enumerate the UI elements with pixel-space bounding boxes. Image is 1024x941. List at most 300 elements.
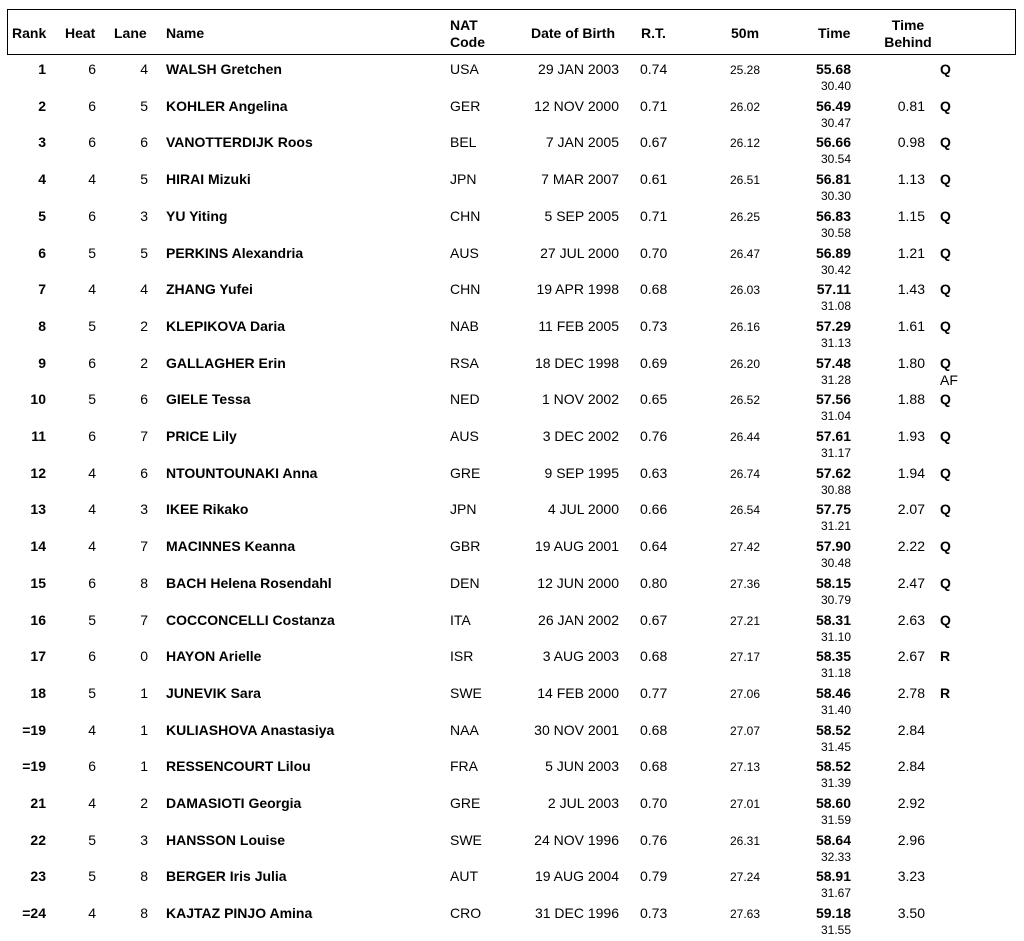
table-row <box>0 832 1024 868</box>
cell-heat: 4 <box>88 721 96 738</box>
cell-behind: 1.13 <box>897 171 925 188</box>
results-header <box>7 9 1016 55</box>
cell-nat: JPN <box>450 171 477 188</box>
cell-behind: 1.88 <box>897 391 925 408</box>
cell-time: 57.11 <box>816 281 851 298</box>
cell-nat: RSA <box>450 354 479 371</box>
cell-time: 58.52 <box>815 758 851 775</box>
cell-split2: 30.47 <box>820 115 851 130</box>
cell-time: 57.61 <box>815 428 851 444</box>
cell-nat: CRO <box>450 905 482 922</box>
cell-nat: GBR <box>450 538 481 555</box>
cell-behind: 1.94 <box>897 464 925 481</box>
cell-split50: 27.13 <box>729 760 760 775</box>
cell-behind: 2.07 <box>897 501 925 518</box>
cell-rank: 23 <box>30 868 46 885</box>
cell-lane: 8 <box>140 574 148 591</box>
cell-split50: 26.02 <box>729 99 760 114</box>
cell-split2: 31.04 <box>820 409 851 424</box>
header-rt: R.T. <box>641 25 666 41</box>
cell-lane: 6 <box>140 391 148 408</box>
cell-heat: 5 <box>88 868 96 885</box>
cell-split2: 30.54 <box>820 152 851 167</box>
cell-rank: 6 <box>38 244 46 261</box>
cell-rt: 0.69 <box>640 354 668 371</box>
cell-rank: 21 <box>30 795 46 811</box>
cell-behind: 2.67 <box>897 648 925 665</box>
cell-name: KAJTAZ PINJO Amina <box>166 905 313 922</box>
cell-name: PERKINS Alexandria <box>166 244 304 261</box>
cell-rt: 0.68 <box>640 721 668 738</box>
cell-heat: 5 <box>88 684 96 701</box>
cell-name: PRICE Lily <box>166 428 237 444</box>
cell-lane: 4 <box>140 61 148 77</box>
header-nat-line2: Code <box>450 34 485 50</box>
cell-time: 56.81 <box>815 171 851 188</box>
cell-dob: 19 AUG 2001 <box>534 538 619 555</box>
cell-rt: 0.61 <box>640 171 668 188</box>
cell-time: 56.49 <box>815 97 851 114</box>
cell-nat: AUS <box>450 244 479 261</box>
cell-heat: 6 <box>88 648 96 665</box>
cell-nat: NED <box>450 391 480 408</box>
cell-split50: 26.31 <box>729 833 760 848</box>
cell-time: 57.48 <box>815 354 851 371</box>
cell-time: 58.52 <box>815 721 851 738</box>
cell-q: Q <box>940 207 951 224</box>
cell-rt: 0.68 <box>640 758 668 775</box>
cell-lane: 3 <box>140 501 148 518</box>
cell-dob: 11 FEB 2005 <box>538 317 619 334</box>
cell-q: Q <box>940 61 951 77</box>
cell-rt: 0.67 <box>640 611 668 628</box>
cell-rank: 3 <box>38 134 46 151</box>
cell-time: 57.56 <box>815 391 851 408</box>
cell-rank: =24 <box>22 905 46 922</box>
header-behind-line2: Behind <box>884 34 932 50</box>
cell-rt: 0.71 <box>640 97 668 114</box>
cell-lane: 7 <box>140 538 148 555</box>
cell-behind: 3.50 <box>897 905 925 922</box>
cell-split50: 27.24 <box>729 870 760 885</box>
table-row <box>0 905 1024 941</box>
cell-dob: 24 NOV 1996 <box>534 831 619 848</box>
cell-nat: FRA <box>450 758 478 775</box>
cell-time: 56.89 <box>815 244 851 261</box>
cell-split50: 27.42 <box>729 540 760 555</box>
cell-split2: 31.17 <box>820 446 851 460</box>
table-row <box>0 648 1024 684</box>
cell-heat: 5 <box>88 391 96 408</box>
cell-rt: 0.65 <box>640 391 668 408</box>
cell-heat: 4 <box>88 281 96 298</box>
cell-heat: 6 <box>88 134 96 151</box>
cell-behind: 1.61 <box>897 317 925 334</box>
header-50m: 50m <box>731 25 760 41</box>
cell-split2: 31.28 <box>820 372 851 387</box>
cell-time: 58.46 <box>815 684 851 701</box>
cell-name: IKEE Rikako <box>166 501 249 518</box>
cell-heat: 6 <box>88 97 96 114</box>
header-nat-line1: NAT <box>450 17 478 33</box>
cell-q: Q <box>940 244 951 261</box>
cell-rt: 0.77 <box>640 684 668 701</box>
cell-behind: 2.63 <box>897 611 925 628</box>
cell-lane: 8 <box>140 905 148 922</box>
cell-q: Q <box>940 538 951 555</box>
cell-heat: 4 <box>88 501 96 518</box>
cell-split2: 30.42 <box>820 262 851 277</box>
cell-q: Q <box>940 391 951 408</box>
cell-name: KULIASHOVA Anastasiya <box>166 721 335 738</box>
table-row <box>0 428 1024 464</box>
cell-split50: 27.63 <box>729 907 760 922</box>
cell-split2: 30.79 <box>820 592 851 607</box>
cell-behind: 0.98 <box>897 134 925 151</box>
cell-rt: 0.66 <box>640 501 668 518</box>
cell-time: 58.15 <box>815 574 851 591</box>
cell-name: NTOUNTOUNAKI Anna <box>166 464 318 481</box>
table-row <box>0 281 1024 317</box>
cell-rt: 0.71 <box>640 207 668 224</box>
header-dob: Date of Birth <box>531 25 615 41</box>
cell-heat: 5 <box>88 831 96 848</box>
cell-lane: 7 <box>140 428 148 444</box>
cell-split2: 32.33 <box>820 849 851 864</box>
table-row <box>0 171 1024 207</box>
cell-heat: 5 <box>88 611 96 628</box>
cell-behind: 2.84 <box>897 721 925 738</box>
cell-split50: 27.36 <box>729 576 760 591</box>
cell-time: 59.18 <box>815 905 851 922</box>
table-row <box>0 722 1024 758</box>
header-name: Name <box>166 25 205 41</box>
table-row <box>0 318 1024 354</box>
table-row <box>0 868 1024 904</box>
cell-dob: 31 DEC 1996 <box>534 905 619 922</box>
cell-rt: 0.74 <box>640 61 668 77</box>
cell-split50: 27.17 <box>729 650 760 665</box>
cell-rank: 14 <box>30 538 46 555</box>
cell-behind: 1.43 <box>897 281 925 298</box>
cell-nat: DEN <box>450 574 480 591</box>
table-row <box>0 98 1024 134</box>
table-row <box>0 612 1024 648</box>
cell-nat: BEL <box>450 134 477 151</box>
cell-lane: 3 <box>140 831 148 848</box>
cell-nat: NAA <box>450 721 479 738</box>
cell-split2: 31.08 <box>820 299 851 314</box>
cell-rank: 4 <box>38 171 46 188</box>
cell-rt: 0.76 <box>640 831 668 848</box>
table-row <box>0 355 1024 391</box>
cell-dob: 26 JAN 2002 <box>538 611 619 628</box>
cell-rt: 0.67 <box>640 134 668 151</box>
cell-behind: 2.84 <box>897 758 925 775</box>
cell-split50: 26.03 <box>729 283 760 298</box>
cell-time: 56.66 <box>815 134 851 151</box>
cell-dob: 12 NOV 2000 <box>534 97 619 114</box>
header-rank: Rank <box>12 25 47 41</box>
cell-heat: 5 <box>88 244 96 261</box>
cell-split2: 31.21 <box>820 519 851 534</box>
cell-name: KOHLER Angelina <box>166 97 288 114</box>
cell-nat: AUT <box>450 868 478 885</box>
cell-split2: 31.55 <box>820 923 851 938</box>
cell-heat: 4 <box>88 538 96 555</box>
cell-split50: 26.16 <box>729 319 760 334</box>
cell-behind: 1.21 <box>897 244 925 261</box>
cell-lane: 6 <box>140 134 148 151</box>
cell-time: 57.90 <box>815 538 851 555</box>
table-row <box>0 134 1024 170</box>
cell-rt: 0.68 <box>640 281 668 298</box>
cell-behind: 2.92 <box>897 795 925 811</box>
cell-dob: 29 JAN 2003 <box>538 61 619 77</box>
cell-name: RESSENCOURT Lilou <box>166 758 311 775</box>
cell-heat: 4 <box>88 905 96 922</box>
cell-split50: 26.47 <box>729 246 760 261</box>
cell-behind: 3.23 <box>897 868 925 885</box>
cell-dob: 7 JAN 2005 <box>545 134 619 151</box>
cell-behind: 1.15 <box>897 207 925 224</box>
cell-behind: 2.78 <box>897 684 925 701</box>
table-row <box>0 758 1024 794</box>
cell-nat: CHN <box>450 281 481 298</box>
cell-q: Q <box>940 464 951 481</box>
cell-name: KLEPIKOVA Daria <box>166 317 286 334</box>
cell-lane: 5 <box>140 97 148 114</box>
cell-time: 58.31 <box>815 611 851 628</box>
cell-name: HANSSON Louise <box>166 831 286 848</box>
cell-lane: 5 <box>140 244 148 261</box>
cell-q: Q <box>940 354 951 371</box>
cell-q: Q <box>940 281 951 298</box>
cell-nat: CHN <box>450 207 481 224</box>
cell-behind: 1.93 <box>897 428 925 444</box>
cell-behind: 2.96 <box>897 831 925 848</box>
cell-rank: 18 <box>30 684 46 701</box>
cell-nat: JPN <box>450 501 477 518</box>
cell-name: MACINNES Keanna <box>166 538 296 555</box>
cell-split2: 31.10 <box>820 629 851 644</box>
cell-heat: 6 <box>88 354 96 371</box>
table-row <box>0 391 1024 427</box>
cell-rt: 0.70 <box>640 244 668 261</box>
cell-rank: 22 <box>30 831 46 848</box>
cell-dob: 7 MAR 2007 <box>541 171 619 188</box>
cell-rank: 7 <box>38 281 46 298</box>
cell-rt: 0.79 <box>640 868 668 885</box>
cell-split2: 30.48 <box>820 556 851 571</box>
cell-name: COCCONCELLI Costanza <box>166 611 335 628</box>
header-heat: Heat <box>65 25 96 41</box>
cell-split2: 31.13 <box>820 335 851 350</box>
cell-split50: 26.52 <box>729 393 760 408</box>
cell-name: BERGER Iris Julia <box>166 868 287 885</box>
cell-split50: 26.44 <box>729 430 760 444</box>
cell-dob: 19 AUG 2004 <box>534 868 619 885</box>
cell-lane: 4 <box>140 281 148 298</box>
cell-split50: 27.07 <box>729 723 760 738</box>
cell-time: 57.75 <box>815 501 851 518</box>
cell-name: BACH Helena Rosendahl <box>166 574 332 591</box>
cell-dob: 4 JUL 2000 <box>547 501 619 518</box>
cell-split2: 30.58 <box>820 225 851 240</box>
cell-rank: 1 <box>38 61 46 77</box>
cell-split2: 31.18 <box>820 666 851 681</box>
cell-heat: 6 <box>88 428 96 444</box>
cell-nat: GRE <box>450 795 481 811</box>
cell-dob: 9 SEP 1995 <box>544 464 619 481</box>
table-row <box>0 245 1024 281</box>
cell-rank: 12 <box>30 464 46 481</box>
cell-time: 57.29 <box>815 317 851 334</box>
cell-lane: 1 <box>140 684 148 701</box>
table-row <box>0 538 1024 574</box>
cell-rank: =19 <box>22 721 46 738</box>
cell-nat: ISR <box>450 648 474 665</box>
cell-rank: 17 <box>30 648 46 665</box>
cell-split2: 30.88 <box>820 482 851 497</box>
cell-nat: NAB <box>450 317 479 334</box>
cell-lane: 2 <box>140 317 148 334</box>
cell-time: 57.62 <box>815 464 851 481</box>
cell-dob: 3 AUG 2003 <box>542 648 619 665</box>
cell-rank: 8 <box>38 317 46 334</box>
cell-nat: ITA <box>450 611 471 628</box>
cell-dob: 1 NOV 2002 <box>541 391 619 408</box>
cell-name: HAYON Arielle <box>166 648 262 665</box>
cell-heat: 6 <box>88 758 96 775</box>
cell-lane: 2 <box>140 795 148 811</box>
cell-split50: 27.21 <box>729 613 760 628</box>
cell-split50: 27.06 <box>729 686 760 701</box>
cell-time: 56.83 <box>815 207 851 224</box>
cell-split2: 30.30 <box>820 189 851 204</box>
cell-q: Q <box>940 428 951 444</box>
cell-split50: 26.20 <box>729 356 760 371</box>
cell-rank: 15 <box>30 574 46 591</box>
cell-q: Q <box>940 171 951 188</box>
cell-lane: 6 <box>140 464 148 481</box>
cell-heat: 4 <box>88 171 96 188</box>
cell-nat: SWE <box>450 831 482 848</box>
cell-rank: 9 <box>38 354 46 371</box>
cell-q: R <box>940 684 951 701</box>
cell-name: VANOTTERDIJK Roos <box>166 134 313 151</box>
cell-lane: 3 <box>140 207 148 224</box>
cell-rank: 5 <box>38 207 46 224</box>
cell-lane: 8 <box>140 868 148 885</box>
cell-rt: 0.73 <box>640 905 668 922</box>
cell-heat: 4 <box>88 795 96 811</box>
cell-dob: 12 JUN 2000 <box>537 574 619 591</box>
header-lane: Lane <box>114 25 147 41</box>
cell-dob: 3 DEC 2002 <box>542 428 619 444</box>
cell-rt: 0.70 <box>640 795 668 811</box>
cell-name: HIRAI Mizuki <box>166 171 251 188</box>
cell-rt: 0.76 <box>640 428 668 444</box>
cell-split50: 26.54 <box>729 503 760 518</box>
cell-behind: 2.47 <box>897 574 925 591</box>
cell-split50: 26.51 <box>729 173 760 188</box>
cell-rank: 2 <box>38 97 46 114</box>
cell-rank: =19 <box>22 758 46 775</box>
cell-dob: 27 JUL 2000 <box>540 244 619 261</box>
cell-time: 58.91 <box>815 868 851 885</box>
cell-nat: USA <box>450 61 479 77</box>
cell-nat: SWE <box>450 684 482 701</box>
cell-q: Q <box>940 97 951 114</box>
cell-time: 58.35 <box>815 648 851 665</box>
cell-dob: 30 NOV 2001 <box>534 721 619 738</box>
table-row <box>0 501 1024 537</box>
cell-q: Q <box>940 134 951 151</box>
cell-behind: 0.81 <box>897 97 925 114</box>
cell-rank: 13 <box>30 501 46 518</box>
cell-heat: 6 <box>88 574 96 591</box>
cell-name: ZHANG Yufei <box>166 281 253 298</box>
cell-q: Q <box>940 501 951 518</box>
cell-heat: 6 <box>88 61 96 77</box>
cell-rt: 0.80 <box>640 574 668 591</box>
cell-lane: 0 <box>140 648 148 665</box>
cell-split50: 25.28 <box>729 63 760 77</box>
cell-rt: 0.68 <box>640 648 668 665</box>
header-behind-line1: Time <box>891 17 925 33</box>
cell-time: 58.64 <box>815 831 851 848</box>
cell-split2: 31.67 <box>820 886 851 901</box>
cell-q: R <box>940 648 951 665</box>
cell-behind: 1.80 <box>897 354 925 371</box>
cell-heat: 6 <box>88 207 96 224</box>
cell-split50: 27.01 <box>729 797 760 811</box>
cell-behind: 2.22 <box>897 538 925 555</box>
cell-lane: 5 <box>140 171 148 188</box>
cell-split2: 31.45 <box>820 739 851 754</box>
cell-split50: 26.74 <box>729 466 760 481</box>
cell-rt: 0.73 <box>640 317 668 334</box>
cell-dob: 5 SEP 2005 <box>544 207 619 224</box>
cell-lane: 1 <box>140 721 148 738</box>
cell-split2: 31.40 <box>820 702 851 717</box>
cell-split50: 26.12 <box>729 136 760 151</box>
cell-rank: 16 <box>30 611 46 628</box>
cell-nat: AUS <box>450 428 479 444</box>
cell-name: GIELE Tessa <box>166 391 251 408</box>
cell-rt: 0.64 <box>640 538 668 555</box>
cell-split2: 31.59 <box>820 813 851 827</box>
cell-dob: 2 JUL 2003 <box>547 795 619 811</box>
cell-q: Q <box>940 317 951 334</box>
cell-dob: 5 JUN 2003 <box>545 758 619 775</box>
cell-name: GALLAGHER Erin <box>166 354 286 371</box>
cell-nat: GER <box>450 97 481 114</box>
cell-name: WALSH Gretchen <box>166 61 282 77</box>
table-row <box>0 575 1024 611</box>
cell-lane: 7 <box>140 611 148 628</box>
cell-time: 55.68 <box>815 61 851 77</box>
cell-split2: 31.39 <box>820 776 851 791</box>
cell-dob: 14 FEB 2000 <box>537 684 619 701</box>
cell-time: 58.60 <box>815 795 851 811</box>
table-row <box>0 61 1024 97</box>
cell-heat: 5 <box>88 317 96 334</box>
cell-lane: 1 <box>140 758 148 775</box>
cell-q: Q <box>940 574 951 591</box>
cell-split50: 26.25 <box>729 209 760 224</box>
